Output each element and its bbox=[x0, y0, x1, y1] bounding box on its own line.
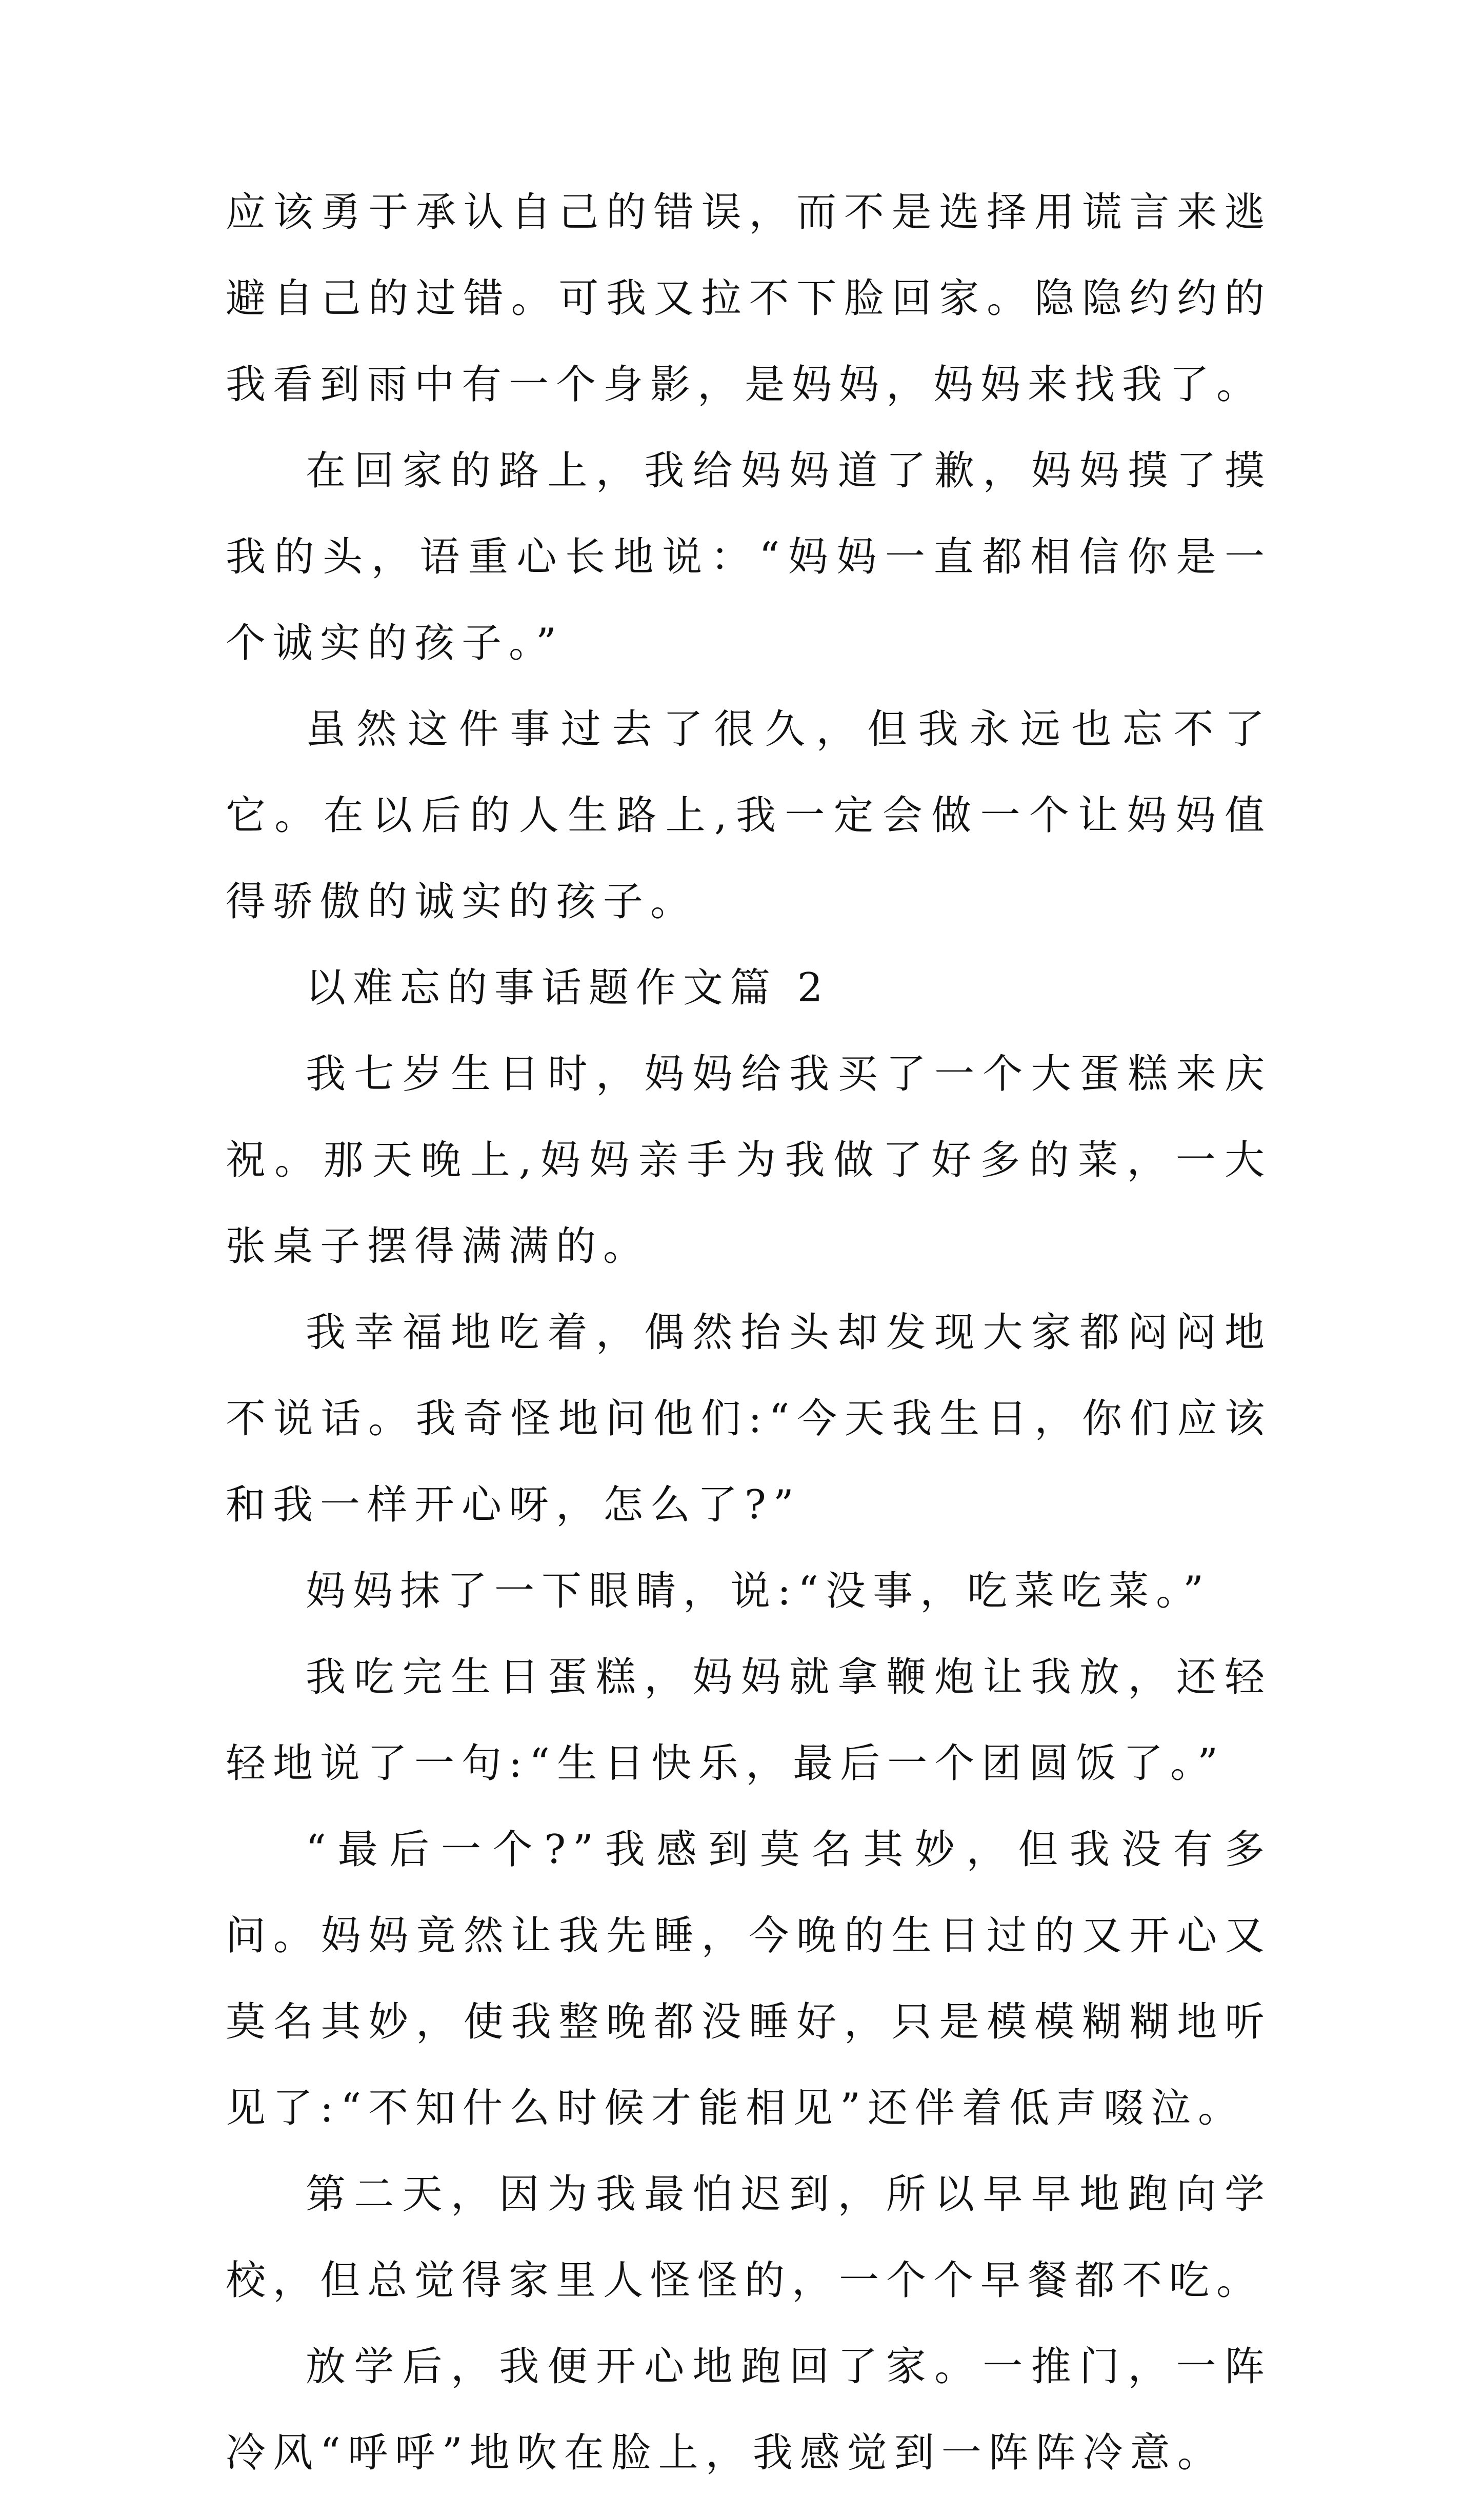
paragraph-5: 我七岁生日时，妈妈给我买了一个大蛋糕来庆祝。那天晚上,妈妈亲手为我做了好多的菜，一大张桌子摆得满满的。 bbox=[226, 1051, 1272, 1270]
paragraph-11: 放学后，我便开心地跑回了家。一推门，一阵冷风“呼呼”地吹在脸上，我感觉到一阵阵冷意。 bbox=[226, 2344, 1272, 2476]
section-heading: 以难忘的事话题作文篇 2 bbox=[306, 965, 830, 1011]
paragraph-9: “最后一个?”我感到莫名其妙，但我没有多问。妈妈竟然让我先睡，今晚的生日过的又开心又莫名其妙，使我整晚都没睡好，只是模模糊糊地听见了:“不知什么时候才能相见”还伴着低声啜泣。 bbox=[226, 1827, 1272, 2131]
paragraph-2: 在回家的路上，我给妈妈道了歉，妈妈摸了摸我的头，语重心长地说：“妈妈一直都相信你是一个诚实的孩子。” bbox=[226, 448, 1272, 666]
article-body bbox=[226, 169, 1272, 2496]
paragraph-7: 妈妈抹了一下眼睛，说:“没事，吃菜吃菜。” bbox=[306, 1568, 1211, 1614]
paragraph-10: 第二天，因为我最怕迟到，所以早早地跑向学校，但总觉得家里人怪怪的，一个个早餐都不吃。 bbox=[226, 2171, 1272, 2304]
paragraph-1: 应该勇于承认自己的错误，而不是选择用谎言来逃避自己的过错。可我又拉不下脸回家。隐隐约约的我看到雨中有一个身影，是妈妈，妈妈来找我了。 bbox=[226, 189, 1272, 408]
paragraph-8: 我吃完生日蛋糕，妈妈就拿鞭炮让我放，还轻轻地说了一句:“生日快乐，最后一个团圆饭了。” bbox=[226, 1654, 1272, 1787]
paragraph-3: 虽然这件事过去了很久，但我永远也忘不了它。在以后的人生路上,我一定会做一个让妈妈值得骄傲的诚实的孩子。 bbox=[226, 706, 1272, 925]
paragraph-6: 我幸福地吃着，偶然抬头却发现大家都闷闷地不说话。我奇怪地问他们:“今天我生日，你们应该和我一样开心呀，怎么了?” bbox=[226, 1310, 1272, 1528]
